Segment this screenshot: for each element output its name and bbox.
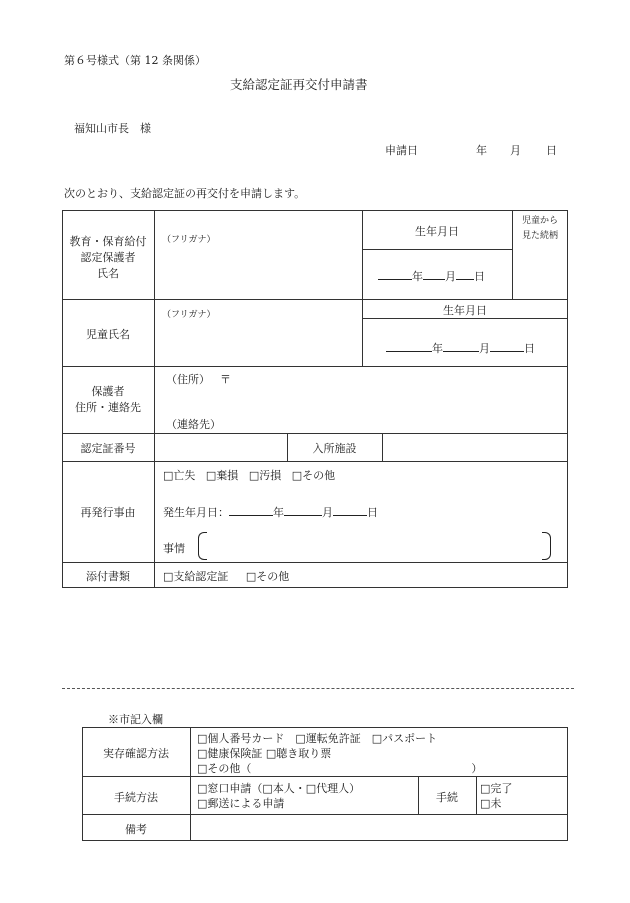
office-use-heading: ※市記入欄 bbox=[108, 713, 163, 726]
addressee: 福知山市長 様 bbox=[74, 122, 151, 135]
address-label: （住所） bbox=[166, 373, 210, 386]
bracket-left-icon bbox=[198, 532, 207, 560]
form-number: 第６号様式（第 12 条関係） bbox=[64, 54, 206, 67]
contact-label: （連絡先） bbox=[166, 418, 221, 431]
guardian-address-label: 保護者 住所・連絡先 bbox=[75, 385, 141, 414]
attachment-other[interactable]: □その他 bbox=[245, 570, 290, 583]
attachment-checkboxes[interactable] bbox=[163, 568, 289, 584]
circumstances-label: 事情 bbox=[163, 542, 185, 555]
guardian-birthdate-label: 生年月日 bbox=[415, 225, 459, 238]
occurrence-date-field[interactable]: 発生年月日： 年 月 日 bbox=[163, 506, 378, 519]
date-month: 月 bbox=[510, 144, 521, 157]
remarks-label: 備考 bbox=[125, 823, 147, 836]
cut-line bbox=[62, 688, 574, 689]
attachments-label: 添付書類 bbox=[86, 570, 130, 583]
identity-method-label: 実存確認方法 bbox=[103, 747, 169, 760]
page-title: 支給認定証再交付申請書 bbox=[230, 77, 368, 92]
child-birthdate-label: 生年月日 bbox=[443, 304, 487, 317]
guardian-furigana: （フリガナ） bbox=[162, 235, 216, 245]
reissue-reason-label: 再発行事由 bbox=[80, 506, 136, 519]
postal-mark: 〒 bbox=[220, 373, 231, 386]
attachment-certificate[interactable]: □支給認定証 bbox=[163, 570, 229, 583]
procedure-method-label: 手続方法 bbox=[114, 791, 158, 804]
cert-number-label: 認定証番号 bbox=[80, 442, 136, 455]
reason-soiled[interactable]: □汚損 bbox=[248, 469, 282, 482]
procedure-status[interactable]: □完了 □未 bbox=[480, 782, 513, 810]
date-label: 申請日 bbox=[385, 144, 418, 157]
child-birthdate-field[interactable]: 年 月 日 bbox=[386, 340, 535, 356]
facility-label: 入所施設 bbox=[312, 442, 357, 455]
bracket-right-icon bbox=[542, 532, 551, 560]
date-year: 年 bbox=[476, 144, 487, 157]
intro-text: 次のとおり、支給認定証の再交付を申請します。 bbox=[64, 187, 306, 200]
reason-other[interactable]: □その他 bbox=[291, 469, 336, 482]
procedure-options[interactable]: □窓口申請（□本人・□代理人） □郵送による申請 bbox=[197, 782, 361, 810]
guardian-birthdate-field[interactable]: 年 月 日 bbox=[378, 268, 485, 284]
reason-damaged[interactable]: □棄損 bbox=[205, 469, 239, 482]
date-day: 日 bbox=[546, 144, 557, 157]
child-name-label: 児童氏名 bbox=[86, 328, 130, 341]
relation-label: 児童から 見た続柄 bbox=[521, 216, 558, 241]
reason-checkboxes[interactable] bbox=[163, 467, 335, 483]
identity-options[interactable]: □個人番号カード □運転免許証 □パスポート □健康保険証 □聴き取り票 □その他（ ） bbox=[197, 732, 483, 775]
procedure-label: 手続 bbox=[436, 791, 458, 804]
guardian-name-label: 教育・保育給付 認定保護者 氏名 bbox=[69, 235, 147, 280]
reason-lost[interactable]: □亡失 bbox=[163, 469, 196, 482]
child-furigana: （フリガナ） bbox=[162, 310, 216, 320]
